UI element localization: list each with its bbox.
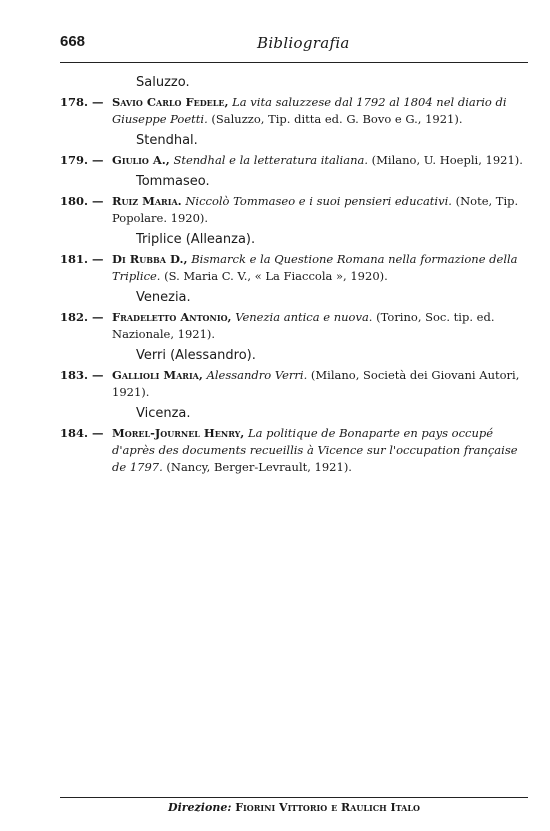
entry-heading: Venezia. [136,290,191,305]
entry-author: Savio Carlo Fedele, [112,95,229,109]
entry-title: Stendhal e la letteratura italiana. [173,153,368,167]
running-title: Bibliografia [257,34,350,52]
footer-names: Fiorini Vittorio e Raulich Italo [235,801,420,814]
entry-heading: Saluzzo. [136,75,190,90]
entry-body [60,94,528,128]
entry-number: 184. — [60,426,104,440]
entry-title: La vita saluzzese dal 1792 al 1804 nel diario di Giuseppe Poetti. [112,95,507,126]
entry-number: 178. — [60,95,104,109]
entry-heading: Stendhal. [136,133,198,148]
bibliography-entry [60,289,528,343]
bibliography-entry [60,231,528,285]
entry-author: Giulio A., [112,153,170,167]
entry-title: Alessandro Verri. [206,368,308,382]
entry-number: 179. — [60,153,104,167]
footer-label: Direzione: [168,801,232,814]
entry-publication: (Torino, Soc. tip. ed. Nazionale, 1921). [112,310,495,341]
entry-title: Bismarck e la Questione Romana nella formazione della Triplice. [112,252,518,283]
bibliography-entry [60,74,528,128]
entry-number: 181. — [60,252,104,266]
bibliography-list [60,74,528,480]
entry-number: 183. — [60,368,104,382]
entry-author: Fradeletto Antonio, [112,310,232,324]
entry-heading: Tommaseo. [136,174,210,189]
bibliography-entry [60,347,528,401]
bibliography-entry [60,132,528,169]
entry-publication: (Milano, U. Hoepli, 1921). [371,153,523,167]
entry-title: Venezia antica e nuova. [235,310,373,324]
entry-publication: (S. Maria C. V., « La Fiaccola », 1920). [164,269,388,283]
entry-body [60,193,528,227]
entry-publication: (Nancy, Berger-Levrault, 1921). [166,460,352,474]
entry-author: Di Rubba D., [112,252,188,266]
entry-body [60,251,528,285]
entry-title: Niccolò Tommaseo e i suoi pensieri educativi. [185,194,452,208]
entry-body [60,309,528,343]
entry-publication: (Note, Tip. Popolare. 1920). [112,194,519,225]
entry-author: Ruiz Maria. [112,194,182,208]
entry-heading: Triplice (Alleanza). [136,232,256,247]
entry-author: Morel-Journel Henry, [112,426,245,440]
entry-heading: Verri (Alessandro). [136,348,256,363]
entry-heading: Vicenza. [136,406,191,421]
entry-body [60,367,528,401]
bibliography-entry [60,173,528,227]
entry-body [60,152,528,169]
entry-number: 180. — [60,194,104,208]
entry-publication: (Saluzzo, Tip. ditta ed. G. Bovo e G., 1921). [211,112,463,126]
page-number: 668 [60,33,86,50]
entry-body [60,425,528,476]
page-header [60,33,528,55]
entry-title: La politique de Bonaparte en pays occupé d'après des documents recueillis à Vicence sur l'occupation française de 1797. [112,426,518,474]
entry-publication: (Milano, Società dei Giovani Autori, 1921). [112,368,520,399]
footer-rule [60,797,528,798]
entry-number: 182. — [60,310,104,324]
header-rule [60,62,528,63]
entry-author: Gallioli Maria, [112,368,203,382]
page-footer [60,801,528,814]
bibliography-entry [60,405,528,476]
